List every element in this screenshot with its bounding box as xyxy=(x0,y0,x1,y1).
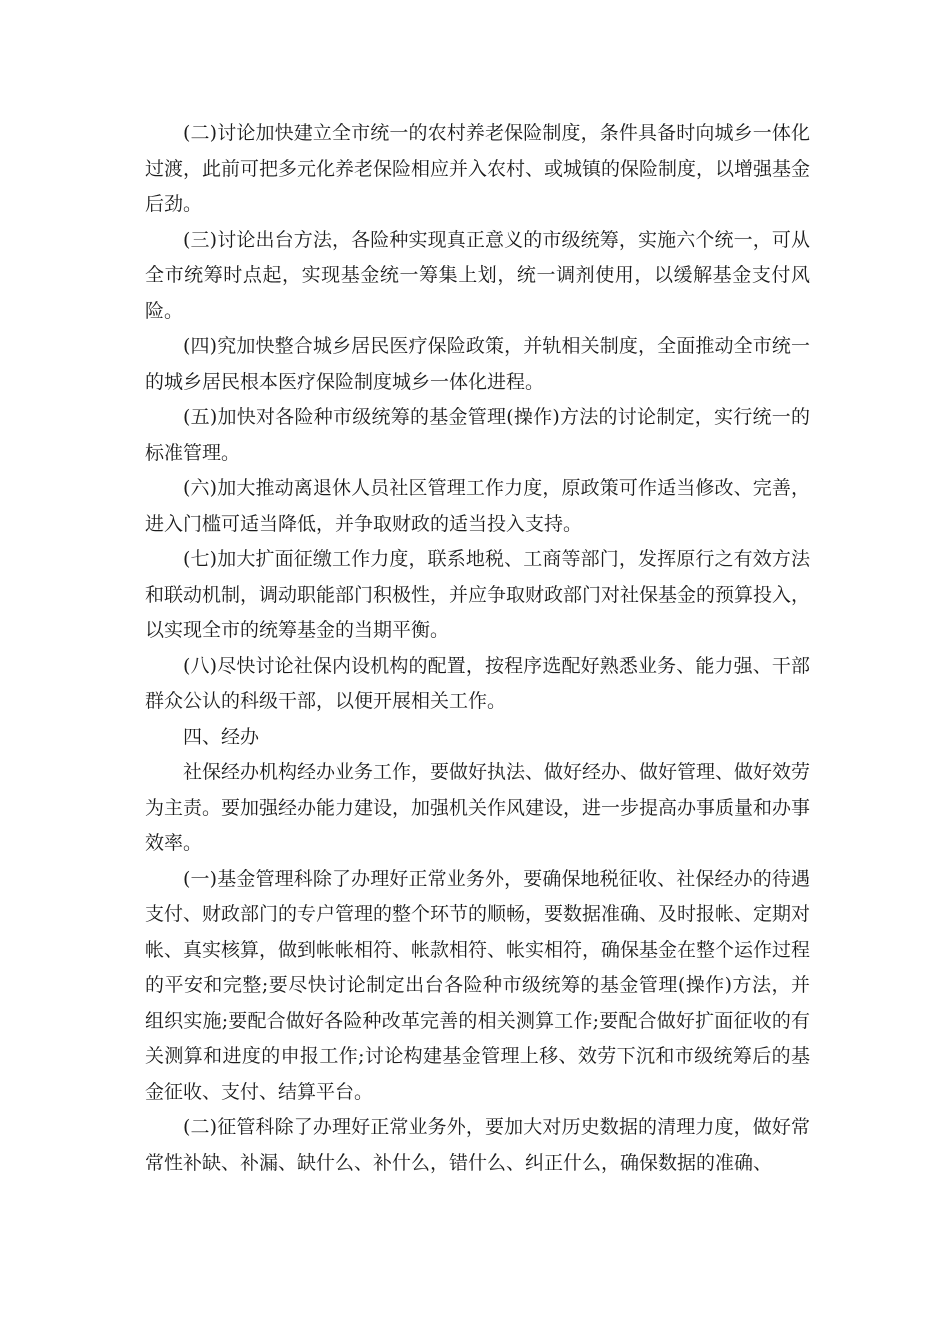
document-body xyxy=(145,116,810,1181)
section-heading: 四、经办 xyxy=(183,725,260,748)
paragraph-item-3: (三)讨论出台方法，各险种实现真正意义的市级统筹，实施六个统一，可从全市统筹时点起，实现基金统一筹集上划，统一调剂使用，以缓解基金支付风险。 xyxy=(145,228,810,322)
section-intro-paragraph: 社保经办机构经办业务工作，要做好执法、做好经办、做好管理、做好效劳为主责。要加强经办能力建设，加强机关作风建设，进一步提高办事质量和办事效率。 xyxy=(145,761,811,854)
paragraph-item-8: (八)尽快讨论社保内设机构的配置，按程序选配好熟悉业务、能力强、干部群众公认的科级干部，以便开展相关工作。 xyxy=(145,654,810,712)
paragraph-item-4: (四)究加快整合城乡居民医疗保险政策，并轨相关制度，全面推动全市统一的城乡居民根本医疗保险制度城乡一体化进程。 xyxy=(145,335,810,393)
section-paragraph-fund-management: (一)基金管理科除了办理好正常业务外，要确保地税征收、社保经办的待遇支付、财政部门的专户管理的整个环节的顺畅，要数据准确、及时报帐、定期对帐、真实核算，做到帐帐相符、帐款相符、帐实相符，确保基金在整个运作过程的平安和完整;要尽快讨论制定出台各险种市级统筹的基金管理(操作)方法，并组织实施;要配合做好各险种改革完善的相关测算工作;要配合做好扩面征收的有关测算和进度的申报工作;讨论构建基金管理上移、效劳下沉和市级统筹后的基金征收、支付、结算平台。 xyxy=(145,867,811,1103)
paragraph-item-7: (七)加大扩面征缴工作力度，联系地税、工商等部门，发挥原行之有效方法和联动机制，调动职能部门积极性，并应争取财政部门对社保基金的预算投入，以实现全市的统筹基金的当期平衡。 xyxy=(145,548,811,641)
paragraph-item-5: (五)加快对各险种市级统筹的基金管理(操作)方法的讨论制定，实行统一的标准管理。 xyxy=(145,406,810,464)
section-paragraph-collection: (二)征管科除了办理好正常业务外，要加大对历史数据的清理力度，做好常常性补缺、补漏、缺什么、补什么，错什么、纠正什么，确保数据的准确、 xyxy=(145,1116,810,1174)
paragraph-item-2: (二)讨论加快建立全市统一的农村养老保险制度，条件具备时向城乡一体化过渡，此前可把多元化养老保险相应并入农村、或城镇的保险制度，以增强基金后劲。 xyxy=(145,122,811,215)
paragraph-item-6: (六)加大推动离退休人员社区管理工作力度，原政策可作适当修改、完善，进入门槛可适当降低，并争取财政的适当投入支持。 xyxy=(145,477,810,535)
